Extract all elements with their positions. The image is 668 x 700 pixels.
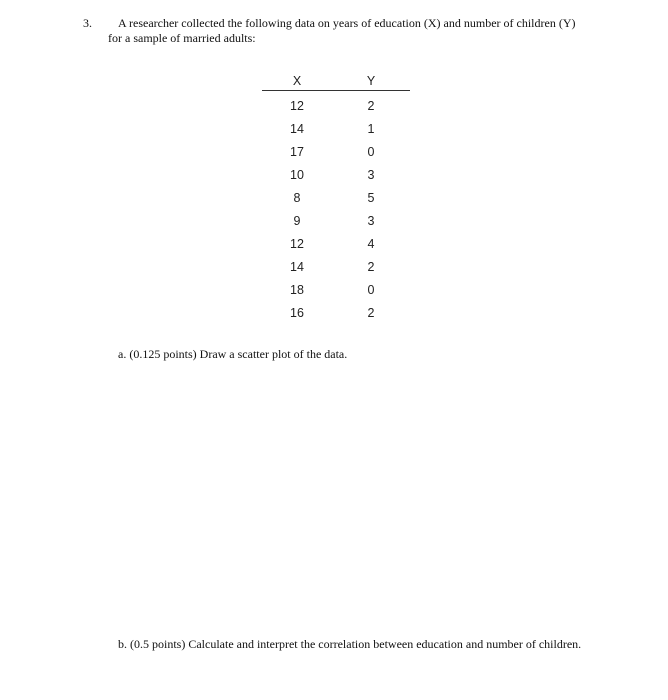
table-row: [262, 232, 410, 255]
header-x: X: [292, 74, 302, 88]
cell-y: 2: [367, 98, 375, 113]
cell-y: 0: [367, 282, 375, 297]
cell-x: 17: [290, 144, 304, 159]
question-number: 3.: [83, 16, 92, 30]
cell-x: 14: [290, 259, 304, 274]
question-intro: [108, 16, 638, 46]
cell-x: 16: [290, 305, 304, 320]
header-y: Y: [366, 74, 376, 88]
cell-x: 14: [290, 121, 304, 136]
data-table: [262, 74, 410, 324]
cell-y: 3: [367, 167, 375, 182]
table-row: [262, 186, 410, 209]
table-row: [262, 94, 410, 117]
cell-y: 2: [367, 305, 375, 320]
cell-x: 10: [290, 167, 304, 182]
part-b: b. (0.5 points) Calculate and interpret the correlation between education and number of children.: [118, 637, 582, 651]
cell-y: 2: [367, 259, 375, 274]
cell-x: 8: [293, 190, 301, 205]
intro-line-2: for a sample of married adults:: [108, 31, 256, 45]
table-row: [262, 255, 410, 278]
cell-x: 18: [290, 282, 304, 297]
cell-y: 1: [367, 121, 375, 136]
intro-line-1: A researcher collected the following data on years of education (X) and number of children (Y): [118, 16, 576, 30]
table-row: [262, 301, 410, 324]
cell-y: 4: [367, 236, 375, 251]
cell-y: 0: [367, 144, 375, 159]
table-row: [262, 278, 410, 301]
table-header: [262, 74, 410, 91]
table-body: [262, 91, 410, 324]
part-a: a. (0.125 points) Draw a scatter plot of the data.: [118, 347, 348, 361]
cell-x: 12: [290, 236, 304, 251]
table-row: [262, 209, 410, 232]
table-row: [262, 140, 410, 163]
cell-x: 9: [293, 213, 301, 228]
cell-y: 5: [367, 190, 375, 205]
table-row: [262, 163, 410, 186]
cell-y: 3: [367, 213, 375, 228]
cell-x: 12: [290, 98, 304, 113]
table-row: [262, 117, 410, 140]
